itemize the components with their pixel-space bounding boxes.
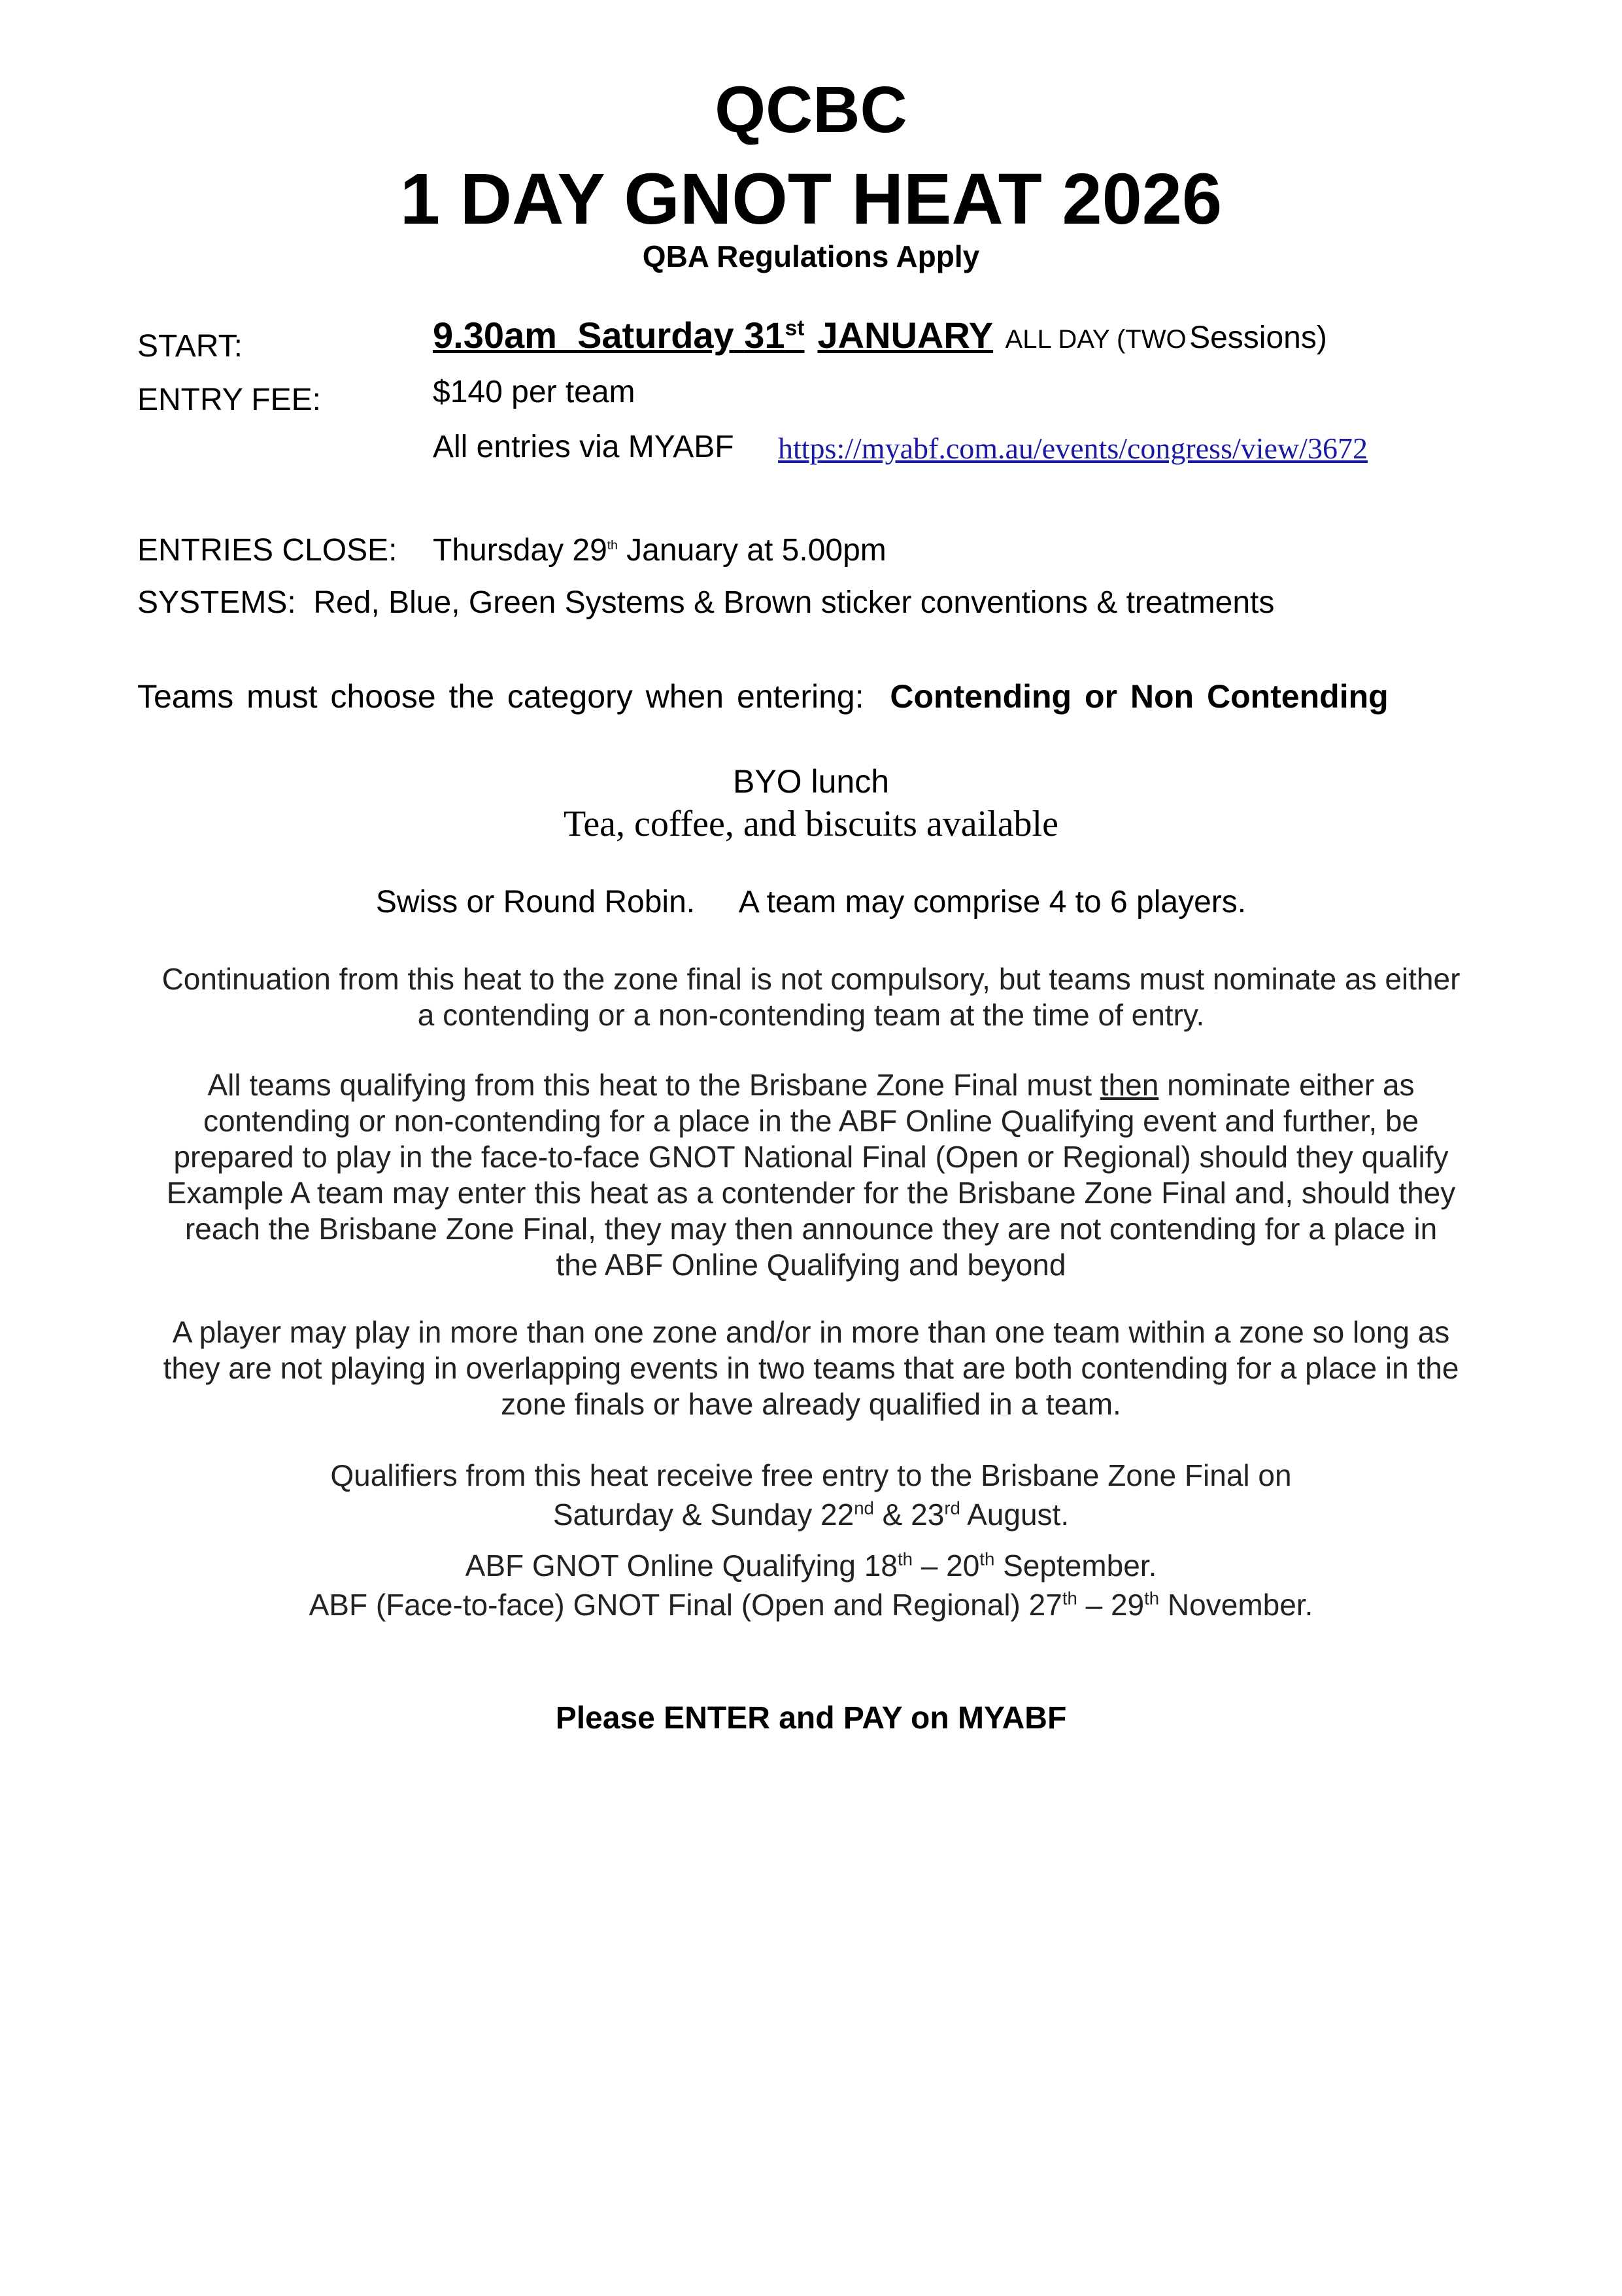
start-label: START: <box>137 329 243 364</box>
byo-lunch: BYO lunch <box>732 763 889 800</box>
start-value <box>433 313 1327 368</box>
abf-online-line: ABF GNOT Online Qualifying 18th – 20th September. <box>465 1549 1157 1583</box>
paragraph-line: A player may play in more than one zone and/or in more than one team within a zone so long as <box>172 1315 1450 1349</box>
player-paragraph <box>0 1314 1622 1422</box>
start-month: JANUARY <box>817 315 994 356</box>
paragraph-line: the ABF Online Qualifying and beyond <box>556 1248 1066 1282</box>
systems-value: Red, Blue, Green Systems & Brown sticker conventions & treatments <box>313 585 1275 620</box>
continuation-paragraph <box>0 961 1622 1033</box>
abf-final-line: ABF (Face-to-face) GNOT Final (Open and Regional) 27th – 29th November. <box>309 1588 1313 1622</box>
entries-close-label: ENTRIES CLOSE: <box>137 533 397 568</box>
event-title: 1 DAY GNOT HEAT 2026 <box>399 159 1223 239</box>
org-title: QCBC <box>715 73 907 146</box>
paragraph-line: Continuation from this heat to the zone final is not compulsory, but teams must nominate as either <box>161 962 1461 996</box>
start-all-day: ALL DAY (TWO <box>1005 325 1187 354</box>
refreshments: Tea, coffee, and biscuits available <box>564 804 1058 844</box>
paragraph-line: prepared to play in the face-to-face GNOT National Final (Open or Regional) should they qualify <box>173 1140 1449 1174</box>
start-sessions: Sessions) <box>1189 320 1327 355</box>
paragraph-line: Example A team may enter this heat as a contender for the Brisbane Zone Final and, should they <box>166 1176 1456 1210</box>
category-text: Teams must choose the category when entering: <box>137 678 864 715</box>
format-row <box>0 883 1622 922</box>
paragraph-line: they are not playing in overlapping events in two teams that are both contending for a place in the <box>163 1351 1459 1385</box>
category-options: Contending or Non Contending <box>890 678 1389 715</box>
paragraph-line: zone finals or have already qualified in a team. <box>501 1387 1121 1421</box>
paragraph-line: All teams qualifying from this heat to the Brisbane Zone Final must then nominate either as <box>207 1068 1415 1102</box>
abf-dates-block <box>0 1546 1622 1624</box>
paragraph-line: a contending or a non-contending team at the time of entry. <box>417 998 1205 1032</box>
paragraph-line: contending or non-contending for a place in the ABF Online Qualifying event and further, be <box>203 1104 1419 1138</box>
start-time: 9.30am <box>433 315 557 356</box>
entries-via: All entries via MYABF <box>433 430 734 464</box>
entry-fee-value: $140 per team <box>433 375 635 409</box>
qualifiers-line: Qualifiers from this heat receive free entry to the Brisbane Zone Final on <box>330 1458 1292 1492</box>
qualifying-paragraph <box>0 1067 1622 1283</box>
start-day: Saturday <box>577 315 734 356</box>
entries-link[interactable]: https://myabf.com.au/events/congress/view/3672 <box>778 432 1368 465</box>
systems-row <box>137 583 1274 623</box>
start-date: 31st <box>744 315 805 356</box>
qualifiers-dates: Saturday & Sunday 22nd & 23rd August. <box>552 1498 1070 1532</box>
systems-label: SYSTEMS: <box>137 585 296 620</box>
format-swiss: Swiss or Round Robin. <box>375 885 696 919</box>
regulations-note: QBA Regulations Apply <box>642 239 980 273</box>
enter-pay-cta: Please ENTER and PAY on MYABF <box>555 1701 1067 1736</box>
format-team-size: A team may comprise 4 to 6 players. <box>738 885 1247 919</box>
qualifiers-block <box>0 1456 1622 1534</box>
category-row <box>137 676 1389 717</box>
entry-fee-label: ENTRY FEE: <box>137 383 321 417</box>
entries-close-value: Thursday 29th January at 5.00pm <box>433 533 887 568</box>
paragraph-line: reach the Brisbane Zone Final, they may then announce they are not contending for a place in <box>184 1212 1438 1246</box>
